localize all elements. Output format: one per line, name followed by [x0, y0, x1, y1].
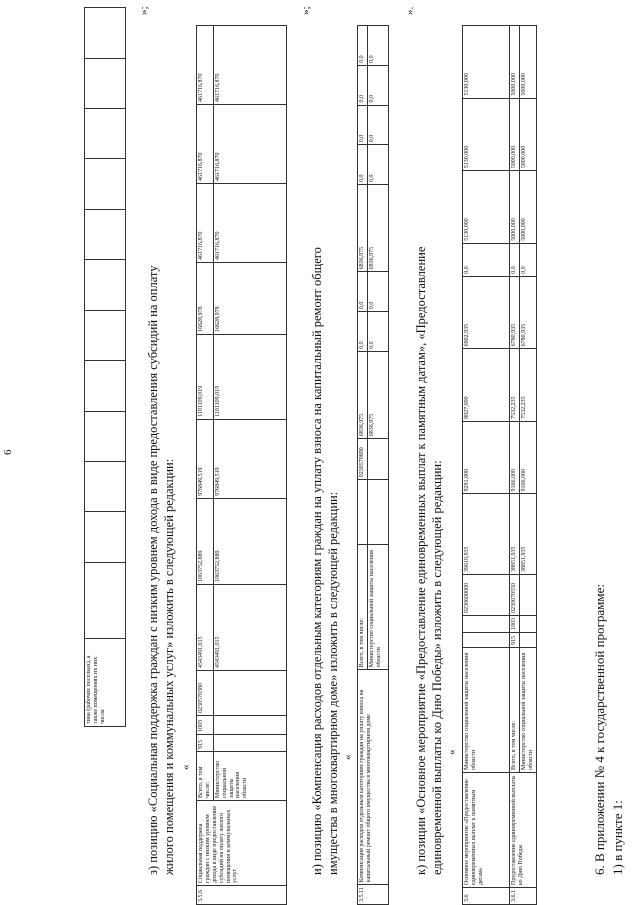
table-z-val: 16628,978: [213, 263, 286, 335]
table-z-num: 3.5.6: [197, 886, 287, 905]
table-z-val: 976849,519: [213, 419, 286, 498]
table-k-name-1: Предоставление единовременной выплаты ко Дню Победы: [510, 773, 537, 888]
table-i-csr-1: [367, 439, 388, 480]
para-6: 6. В приложении № 4 к государственной программе:: [592, 584, 607, 875]
table-i-name: Компенсация расходов отдельным категориям граждан на уплату взноса на капитальный ремонт общего имущества в многоквартирном доме: [358, 670, 389, 885]
table-z-val: 461716,870: [197, 26, 214, 105]
table-i-val: 0,0: [367, 65, 388, 105]
table-k-val: 6780,935: [510, 276, 520, 349]
table-z-grbs-0: 915: [197, 735, 214, 752]
table-k-val: 5000,000: [519, 171, 536, 244]
table-z-val: 461716,870: [197, 184, 214, 263]
table-k-grbs-1: 915: [510, 633, 520, 648]
table-i-val: 0,0: [358, 105, 368, 145]
table-i-val: 0,0: [367, 272, 388, 312]
table-k-csr-2: [519, 575, 536, 616]
table-k-val: 38851,935: [519, 494, 536, 575]
para-6-1: 1) в пункте 1:: [610, 800, 625, 875]
table-z-val: 4543491,015: [213, 584, 286, 670]
table-z-val: 461716,870: [197, 105, 214, 184]
table-i-val: 0,0: [358, 145, 368, 185]
table-k: [462, 25, 537, 905]
para-k-line2: единовременной выплаты ко Дню Победы» изложить в следующей редакции:: [430, 460, 444, 875]
table-z-csr-0: 0230570380: [197, 671, 214, 716]
table-k-exec-2: Министерство социальной защиты населения области: [519, 648, 536, 773]
table-i-csr-0: 0230570890: [358, 439, 368, 480]
table-i-val: 6836,975: [367, 184, 388, 271]
table-k-val: 5130,000: [463, 171, 510, 244]
para-i-line1: и) позицию «Компенсация расходов отдельным категориям граждан на уплату взноса на капитальный ремонт общего: [310, 247, 324, 875]
table-z: [196, 25, 287, 905]
table-k-num-0: 3.6: [463, 888, 510, 905]
para-i-close-quote: »;: [300, 6, 312, 15]
table-k-val: 5000,000: [519, 26, 536, 99]
table-k-csr-0: 0230600000: [463, 575, 510, 616]
table-i: [357, 25, 389, 905]
table-k-exec-1: Всего, в том числе:: [510, 648, 520, 773]
para-k-line1: к) позиции «Основное мероприятие «Предоставление единовременных выплат к памятным датам», «Предоставление: [414, 246, 428, 875]
table-i-val: 0,0: [358, 26, 368, 66]
para-k-open-quote: «: [446, 749, 458, 755]
table-k-rzpr-2: [519, 616, 536, 633]
table-z-exec-1: Министерство социальной защиты населения области: [213, 752, 286, 801]
table-z-name: Социальная поддержка граждан с низким уровнем дохода в виде предоставления субсидий на оплату жилого помещения и коммунальных услуг: [197, 801, 287, 886]
table-k-val: 7532,235: [510, 349, 520, 422]
para-i-line2: имущества в многоквартирном доме» изложить в следующей редакции:: [326, 491, 340, 875]
table-k-exec-0: Министерство социальной защиты населения области: [463, 648, 510, 773]
table-z-csr-1: [213, 671, 286, 716]
para-z-line1: з) позицию «Социальная поддержка граждан с низким уровнем дохода в виде предоставления субсидий на оплату: [146, 265, 160, 875]
page-number: 6: [2, 449, 14, 455]
para-z-line2: жилого помещения и коммунальных услуг» изложить в следующей редакции:: [162, 458, 176, 875]
table-k-rzpr-1: 1003: [510, 616, 520, 633]
table-k-val: 9166,000: [510, 421, 520, 494]
para-z-close-quote: »;: [138, 6, 150, 15]
table-z-val: 1101109,019: [213, 334, 286, 419]
table-k-val: 39610,935: [463, 494, 510, 575]
para-i-open-quote: «: [342, 754, 354, 760]
table-z-exec-0: Всего, в том числе:: [197, 752, 214, 801]
table-k-val: 9291,000: [463, 421, 510, 494]
table-i-exec-1: Министерство социальной защиты населения области: [367, 545, 388, 670]
table-i-val: 0,0: [358, 65, 368, 105]
table-k-val: 7532,235: [519, 349, 536, 422]
table-z-rzpr-1: [213, 716, 286, 735]
continuation-cell: тина (рабочих поселках), а также помещениях их них числа: [85, 639, 126, 727]
table-i-val: 0,0: [367, 26, 388, 66]
table-z-val: 4543491,015: [197, 584, 214, 670]
table-k-grbs-2: [519, 633, 536, 648]
table-z-val: 1063752,889: [213, 498, 286, 584]
table-z-rzpr-0: 1003: [197, 716, 214, 735]
table-k-val: 6902,935: [463, 276, 510, 349]
table-k-val: 5130,000: [463, 98, 510, 171]
table-k-val: 6780,935: [519, 276, 536, 349]
table-i-val: 0,0: [367, 312, 388, 352]
table-k-val: 5000,000: [510, 26, 520, 99]
table-k-csr-1: 0230670550: [510, 575, 520, 616]
table-i-val: 0,0: [367, 145, 388, 185]
table-k-val: 9166,000: [519, 421, 536, 494]
continuation-table: [84, 7, 126, 727]
table-z-val: 1063752,889: [197, 498, 214, 584]
table-z-val: 461716,870: [213, 105, 286, 184]
table-k-rzpr-0: [463, 616, 510, 633]
table-k-val: 0,0: [463, 243, 510, 276]
table-k-val: 5000,000: [510, 171, 520, 244]
table-k-val: 38851,935: [510, 494, 520, 575]
table-z-val: 461716,870: [213, 26, 286, 105]
table-k-val: 5000,000: [510, 98, 520, 171]
table-z-grbs-1: [213, 735, 286, 752]
table-k-num-1: 3.6.1: [510, 888, 537, 905]
table-i-num: 3.5.11: [358, 885, 389, 905]
table-i-val: 6836,975: [358, 351, 368, 438]
table-i-val: 0,0: [367, 105, 388, 145]
table-z-val: 16628,978: [197, 263, 214, 335]
table-z-val: 461716,870: [213, 184, 286, 263]
table-k-val: 0,0: [519, 243, 536, 276]
table-k-val: 0,0: [510, 243, 520, 276]
para-k-close-quote: ».: [404, 6, 416, 15]
table-z-val: 976849,519: [197, 419, 214, 498]
table-i-val: 0,0: [358, 272, 368, 312]
table-k-val: 8027,000: [463, 349, 510, 422]
table-z-val: 1101109,019: [197, 334, 214, 419]
table-k-name-0: Основное мероприятие «Предоставление единовременных выплат к памятным датам»: [463, 773, 510, 888]
table-k-val: 5130,000: [463, 26, 510, 99]
para-z-open-quote: «: [180, 764, 192, 770]
table-i-val: 0,0: [358, 312, 368, 352]
table-i-val: 6836,975: [367, 351, 388, 438]
table-i-val: 6836,975: [358, 184, 368, 271]
table-k-val: 5000,000: [519, 98, 536, 171]
table-i-exec-0: Всего, в том числе:: [358, 545, 368, 670]
table-k-grbs-0: [463, 633, 510, 648]
